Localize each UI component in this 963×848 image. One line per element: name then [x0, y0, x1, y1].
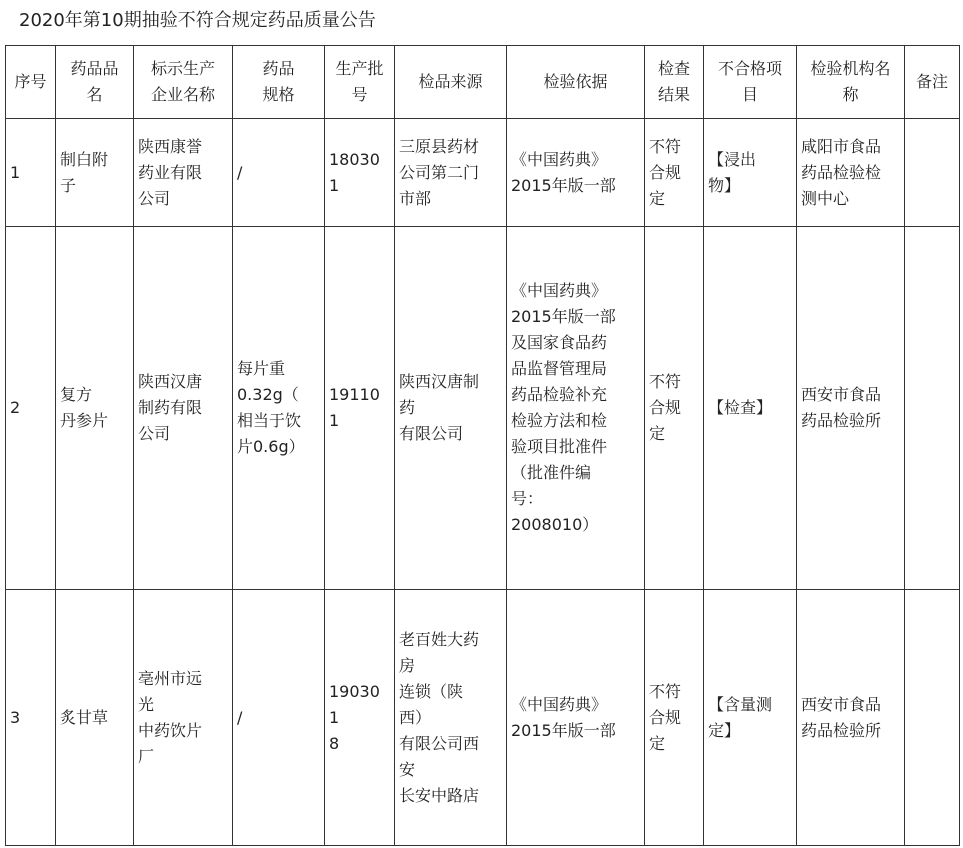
remark-cell [905, 227, 960, 590]
basis-cell [507, 590, 645, 846]
cell-line: 检验机构名 [810, 59, 891, 78]
cell-line: 8 [329, 733, 340, 753]
row-number: 3 [6, 590, 56, 846]
cell-line: 191101 [329, 385, 380, 430]
result-cell [645, 590, 704, 846]
header-cell [6, 46, 56, 119]
cell-line: 《中国药典》 [511, 694, 608, 714]
cell-line: 制白附 [60, 149, 109, 169]
cell-line: 《中国药典》 [511, 149, 608, 169]
cell-line: 备注 [915, 72, 948, 91]
cell-line: 目 [741, 85, 758, 104]
cell-line: 药品检验补充 [511, 385, 608, 404]
cell-line: 2008010） [511, 515, 599, 534]
cell-line: 药品品 [70, 59, 119, 78]
cell-line: 定 [649, 424, 666, 443]
cell-line: 子 [60, 175, 77, 195]
result-cell [645, 119, 704, 227]
header-cell [645, 46, 704, 119]
manufacturer-cell [134, 590, 233, 846]
cell-line: 名 [86, 85, 103, 104]
cell-line: 2015年版一部 [511, 307, 616, 326]
cell-line: 西安市食品 [801, 694, 882, 714]
cell-line: 合规 [649, 398, 682, 417]
header-cell [395, 46, 507, 119]
cell-line: 定 [649, 188, 666, 208]
institution-cell [797, 590, 905, 846]
cell-line: 老百姓大药 [399, 629, 480, 649]
failed-item-cell [704, 119, 797, 227]
cell-line: 市部 [399, 188, 432, 208]
notice-table [5, 45, 960, 846]
cell-line: 药品 [262, 59, 295, 78]
remark-cell [905, 590, 960, 846]
cell-line: 药 [399, 398, 416, 417]
cell-line: 定 [649, 733, 666, 753]
cell-line: 有限公司 [399, 424, 464, 443]
cell-line: 西） [399, 707, 432, 727]
cell-line: 190301 [329, 681, 380, 727]
cell-line: 每片重 [237, 359, 286, 378]
cell-line: 炙甘草 [60, 707, 109, 727]
cell-line: 称 [842, 85, 859, 104]
table-row [6, 590, 960, 846]
table-row [6, 227, 960, 590]
manufacturer-cell [134, 227, 233, 590]
cell-line: 【浸出 [708, 149, 757, 169]
drug-name-cell [56, 227, 134, 590]
cell-line: 合规 [649, 707, 682, 727]
cell-line: 亳州市远 [138, 668, 203, 688]
cell-line: 0.32g（ [237, 385, 299, 404]
cell-line: 验项目批准件 [511, 437, 608, 456]
cell-line: 及国家食品药 [511, 333, 608, 352]
table-row [6, 119, 960, 227]
cell-line: 物】 [708, 175, 741, 195]
cell-line: 药业有限 [138, 162, 203, 182]
cell-line: 规格 [262, 85, 295, 104]
cell-line: 检验方法和检 [511, 411, 608, 430]
cell-line: 相当于饮 [237, 411, 302, 430]
institution-cell [797, 119, 905, 227]
batch-cell [325, 590, 395, 846]
cell-line: 西安市食品 [801, 385, 882, 404]
cell-line: 连锁（陕 [399, 681, 464, 701]
cell-line: / [237, 162, 243, 182]
manufacturer-cell [134, 119, 233, 227]
cell-line: 检查 [657, 59, 690, 78]
drug-name-cell [56, 119, 134, 227]
cell-line: 不符 [649, 681, 682, 701]
header-cell [233, 46, 325, 119]
cell-line: 房 [399, 655, 416, 675]
cell-line: 三原县药材 [399, 136, 480, 156]
batch-cell [325, 227, 395, 590]
cell-line: 药品检验所 [801, 720, 882, 740]
cell-line: 合规 [649, 162, 682, 182]
source-cell [395, 590, 507, 846]
cell-line: 制药有限 [138, 398, 203, 417]
cell-line: 片0.6g） [237, 437, 305, 456]
source-cell [395, 227, 507, 590]
cell-line: 陕西康誉 [138, 136, 203, 156]
spec-cell [233, 119, 325, 227]
cell-line: 《中国药典》 [511, 281, 608, 300]
cell-line: 陕西汉唐 [138, 372, 203, 391]
cell-line: 结果 [657, 85, 690, 104]
cell-line: 药品检验所 [801, 411, 882, 430]
cell-line: 检品来源 [418, 72, 483, 91]
header-cell [325, 46, 395, 119]
header-cell [797, 46, 905, 119]
cell-line: 企业名称 [150, 85, 215, 104]
cell-line: 丹参片 [60, 411, 109, 430]
drug-name-cell [56, 590, 134, 846]
table-header-row [6, 46, 960, 119]
cell-line: 标示生产 [150, 59, 215, 78]
header-cell [134, 46, 233, 119]
cell-line: 定】 [708, 720, 741, 740]
header-cell [507, 46, 645, 119]
spec-cell [233, 227, 325, 590]
cell-line: 不符 [649, 372, 682, 391]
basis-cell [507, 119, 645, 227]
cell-line: 中药饮片 [138, 720, 203, 740]
cell-line: 安 [399, 759, 416, 779]
page-title: 2020年第10期抽验不符合规定药品质量公告 [19, 10, 376, 31]
cell-line: （批准件编 [511, 463, 592, 482]
cell-line: 光 [138, 694, 155, 714]
source-cell [395, 119, 507, 227]
cell-line: 序号 [14, 72, 47, 91]
cell-line: 公司 [138, 188, 171, 208]
basis-cell [507, 227, 645, 590]
cell-line: 不合格项 [717, 59, 782, 78]
failed-item-cell [704, 590, 797, 846]
cell-line: 2015年版一部 [511, 720, 616, 740]
cell-line: 药品检验检 [801, 162, 882, 182]
cell-line: 【含量测 [708, 694, 773, 714]
cell-line: 长安中路店 [399, 785, 480, 805]
failed-item-cell [704, 227, 797, 590]
header-cell [56, 46, 134, 119]
cell-line: 厂 [138, 746, 155, 766]
cell-line: 有限公司西 [399, 733, 480, 753]
row-number: 1 [6, 119, 56, 227]
header-cell [905, 46, 960, 119]
cell-line: 公司 [138, 424, 171, 443]
cell-line: 180301 [329, 149, 380, 195]
cell-line: 咸阳市食品 [801, 136, 882, 156]
cell-line: 不符 [649, 136, 682, 156]
cell-line: 【检查】 [708, 398, 773, 417]
spec-cell [233, 590, 325, 846]
header-cell [704, 46, 797, 119]
cell-line: 号 [351, 85, 368, 104]
result-cell [645, 227, 704, 590]
cell-line: 生产批 [335, 59, 384, 78]
institution-cell [797, 227, 905, 590]
cell-line: 2015年版一部 [511, 175, 616, 195]
cell-line: 陕西汉唐制 [399, 372, 480, 391]
cell-line: 复方 [60, 385, 93, 404]
cell-line: 测中心 [801, 188, 850, 208]
cell-line: 公司第二门 [399, 162, 480, 182]
cell-line: 检验依据 [543, 72, 608, 91]
cell-line: 号： [511, 489, 544, 508]
batch-cell [325, 119, 395, 227]
cell-line: 品监督管理局 [511, 359, 608, 378]
cell-line: / [237, 707, 243, 727]
remark-cell [905, 119, 960, 227]
row-number: 2 [6, 227, 56, 590]
